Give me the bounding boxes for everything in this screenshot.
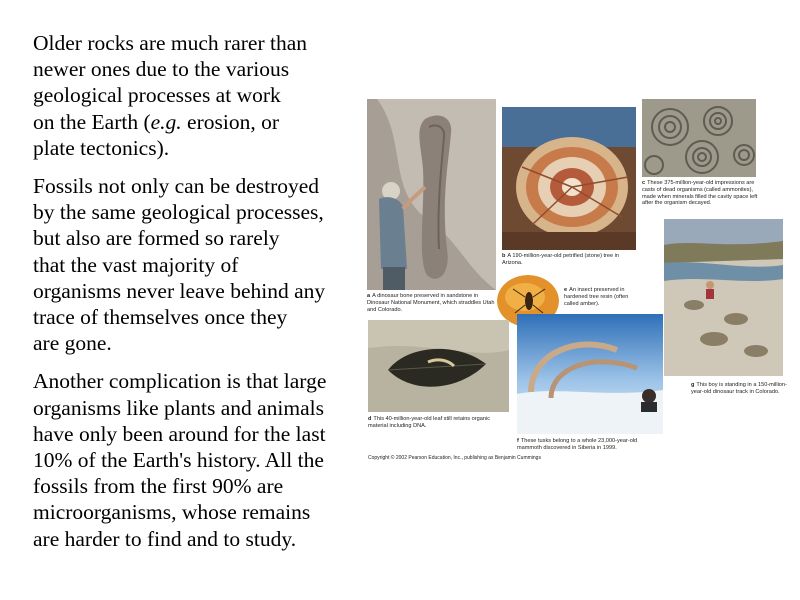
- text-line: geological processes at work: [33, 83, 281, 108]
- paragraph-fossil-rarity: [33, 173, 373, 356]
- caption-text: This boy is standing in a 150-million-year-old dinosaur track in Colorado.: [691, 382, 787, 395]
- caption-d: [368, 416, 510, 430]
- caption-text: A dinosaur bone preserved in sandstone in Dinosaur National Monument, which straddles Utah and Colorado.: [367, 293, 495, 313]
- caption-text: This 40-million-year-old leaf still retains organic material including DNA.: [368, 416, 491, 429]
- text-line: but also are formed so rarely: [33, 226, 280, 251]
- emphasis-eg: e.g.: [150, 109, 182, 134]
- leaf-fossil-image: [368, 320, 509, 412]
- slide-text: [33, 30, 373, 564]
- text-segment: erosion, or: [181, 109, 279, 134]
- text-line: have only been around for the last: [33, 421, 326, 446]
- text-line: [33, 109, 373, 135]
- caption-text: A 190-million-year-old petrified (stone) tree in Arizona.: [502, 253, 620, 266]
- paragraph-rock-age: [33, 30, 373, 161]
- photo-mammoth-tusks: [517, 314, 663, 434]
- text-line: Fossils not only can be destroyed: [33, 174, 320, 199]
- paragraph-complication: [33, 368, 373, 551]
- caption-a: [367, 293, 495, 313]
- text-line: plate tectonics).: [33, 135, 170, 160]
- text-line: Another complication is that large: [33, 369, 327, 394]
- caption-text: These tusks belong to a whole 23,000-year-old mammoth discovered in Siberia in 1999.: [517, 438, 638, 451]
- caption-b: [502, 253, 636, 267]
- text-line: organisms like plants and animals: [33, 395, 325, 420]
- caption-letter: a: [367, 293, 371, 299]
- mammoth-tusks-image: [517, 314, 663, 434]
- text-line: Older rocks are much rarer than: [33, 31, 307, 55]
- text-line: microorganisms, whose remains: [33, 500, 311, 525]
- text-line: that the vast majority of: [33, 252, 239, 277]
- caption-text: These 375-million-year-old impressions are casts of dead organisms (called ammonites), made when minerals filled the cavity space left after the organism decayed.: [642, 180, 758, 207]
- caption-c: [642, 180, 760, 207]
- petrified-tree-image: [502, 107, 636, 250]
- photo-petrified-tree: [502, 107, 636, 250]
- text-line: are harder to find and to study.: [33, 526, 297, 551]
- caption-g: [691, 382, 791, 396]
- photo-dinosaur-track: [664, 219, 783, 376]
- caption-letter: d: [368, 416, 372, 422]
- caption-letter: b: [502, 253, 506, 259]
- caption-letter: f: [517, 438, 519, 444]
- caption-letter: c: [642, 180, 646, 186]
- text-line: are gone.: [33, 331, 112, 356]
- text-line: fossils from the first 90% are: [33, 474, 284, 499]
- dinosaur-track-image: [664, 219, 783, 376]
- dinosaur-bone-image: [367, 99, 496, 290]
- copyright-note: Copyright © 2002 Pearson Education, Inc., publishing as Benjamin Cummings: [368, 455, 541, 461]
- caption-e: [564, 287, 642, 307]
- text-line: by the same geological processes,: [33, 200, 324, 225]
- text-line: organisms never leave behind any: [33, 278, 326, 303]
- text-line: trace of themselves once they: [33, 305, 288, 330]
- caption-letter: e: [564, 287, 568, 293]
- ammonites-image: [642, 99, 756, 177]
- photo-dinosaur-bone: [367, 99, 496, 290]
- photo-ammonites: [642, 99, 756, 177]
- caption-f: [517, 438, 663, 452]
- text-segment: on the Earth (: [33, 109, 151, 134]
- photo-leaf-fossil: [368, 320, 509, 412]
- caption-letter: g: [691, 382, 695, 388]
- caption-text: An insect preserved in hardened tree resin (often called amber).: [564, 287, 629, 307]
- text-line: newer ones due to the various: [33, 57, 290, 82]
- text-line: 10% of the Earth's history. All the: [33, 448, 324, 473]
